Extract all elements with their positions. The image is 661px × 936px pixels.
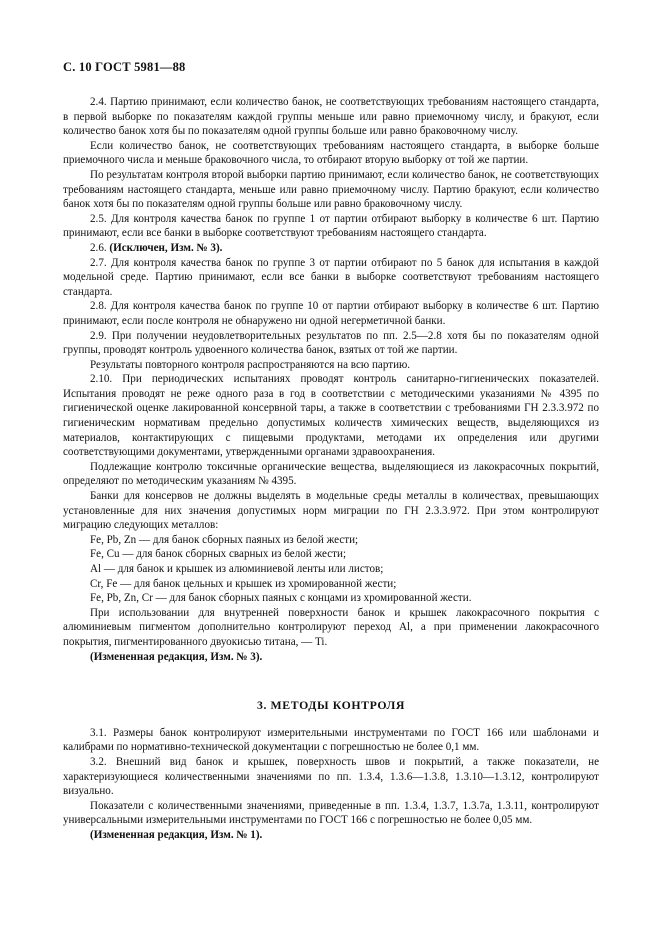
paragraph-2-4: 2.4. Партию принимают, если количество банок, не соответствующих требованиям настоящего стандарта, в первой выборке по показателям каждой группы меньше или равно приемочному числу, и бракуют, если количество банок хотя бы по показателям одной группы больше или равно браковочному числу. xyxy=(63,96,599,138)
metal-list-item: Fe, Cu — для банок сборных сварных из белой жести; xyxy=(90,548,347,561)
paragraph-2-10: 2.10. При периодических испытаниях проводят контроль санитарно-гигиенических показателей. Испытания проводят не реже одного раза в год в соответствии с методическими указаниями № 4395 по гигиенической оценке лакированной консервной тары, а также в соответствии с требованиями ГН 2.3.3.972 по гигиеническим нормативам предельно допустимых количеств химических веществ, выделяющихся из материалов, контактирующих с пищевыми продуктами, методами их определения или другими соответствующими документами, утвержденными органами здравоохранения. xyxy=(63,373,599,459)
amendment-note-3: (Измененная редакция, Изм. № 3). xyxy=(90,650,263,663)
metal-list-item: Fe, Pb, Zn, Cr — для банок сборных паяных с концами из хромированной жести. xyxy=(90,592,472,605)
paragraph-second-sample: Если количество банок, не соответствующих требованиям настоящего стандарта, в выборке больше приемочного числа и меньше браковочного числа, то отбирают вторую выборку от той же партии. xyxy=(63,139,599,167)
document-body xyxy=(63,95,599,843)
paragraph-metal-migration: Банки для консервов не должны выделять в модельные среды металлы в количествах, превышающих установленные для них значения допустимых норм миграции по ГН 2.3.3.972. При этом контролируют миграцию следующих металлов: xyxy=(63,490,599,532)
paragraph-coating-control: При использовании для внутренней поверхности банок и крышек лакокрасочного покрытия с алюминиевым пигментом дополнительно контролируют переход Al, а при применении лакокрасочного покрытия, пигментированного двуокисью титана, — Ti. xyxy=(63,606,599,648)
paragraph-quantitative-indicators: Показатели с количественными значениями, приведенные в пп. 1.3.4, 1.3.7, 1.3.7а, 1.3.11, контролируют универсальными измерительными инструментами по ГОСТ 166 с погрешностью не более 0,05 мм. xyxy=(63,799,599,827)
paragraph-2-8: 2.8. Для контроля качества банок по группе 10 от партии отбирают выборку в количестве 6 шт. Партию принимают, если после контроля не обнаружено ни одной негерметичной банки. xyxy=(63,300,599,327)
paragraph-2-6 xyxy=(63,241,599,256)
paragraph-2-5: 2.5. Для контроля качества банок по группе 1 от партии отбирают выборку в количестве 6 шт. Партию принимают, если все банки в выборке соответствуют требованиям настоящего стандарта. xyxy=(63,212,599,240)
metal-list-item: Al — для банок и крышек из алюминиевой ленты или листов; xyxy=(90,563,384,575)
metal-list-item: Fe, Pb, Zn — для банок сборных паяных из белой жести; xyxy=(90,533,359,546)
paragraph-2-6-excluded: (Исключен, Изм. № 3). xyxy=(109,241,223,254)
paragraph-toxic-substances: Подлежащие контролю токсичные органические вещества, выделяющиеся из лакокрасочных покрытий, определяют по методическим указаниям № 4395. xyxy=(63,460,599,488)
paragraph-second-sample-results: По результатам контроля второй выборки партию принимают, если количество банок, не соответствующих требованиям настоящего стандарта, меньше или равно приемочному числу. Партию бракуют, если количество банок хотя бы по показателям одной группы больше или равно браковочному числу. xyxy=(63,168,599,211)
paragraph-2-9: 2.9. При получении неудовлетворительных результатов по пп. 2.5—2.8 хотя бы по показателям одной группы, проводят контроль удвоенного количества банок, взятых от той же партии. xyxy=(63,329,599,357)
section-3-title: 3. МЕТОДЫ КОНТРОЛЯ xyxy=(256,698,406,713)
paragraph-2-7: 2.7. Для контроля качества банок по группе 3 от партии отбирают по 5 банок для испытания в каждой модельной среде. Партию принимают, если все банки в выборке соответствуют требованиям настоящего стандарта. xyxy=(63,256,599,298)
amendment-note-1: (Измененная редакция, Изм. № 1). xyxy=(90,828,263,841)
paragraph-repeat-control: Результаты повторного контроля распространяются на всю партию. xyxy=(90,358,411,371)
paragraph-2-6-number: 2.6. xyxy=(90,241,110,254)
paragraph-3-2: 3.2. Внешний вид банок и крышек, поверхность швов и покрытий, а также показатели, не характеризующиеся количественными значениями по пп. 1.3.4, 1.3.6—1.3.8, 1.3.10—1.3.12, контролируют визуально. xyxy=(63,755,599,798)
metal-list-item: Cr, Fe — для банок цельных и крышек из хромированной жести; xyxy=(90,577,397,590)
paragraph-3-1: 3.1. Размеры банок контролируют измерительными инструментами по ГОСТ 166 или шаблонами и калибрами по нормативно-технической документации с погрешностью не более 0,1 мм. xyxy=(63,726,599,754)
page-header: С. 10 ГОСТ 5981—88 xyxy=(63,60,186,74)
